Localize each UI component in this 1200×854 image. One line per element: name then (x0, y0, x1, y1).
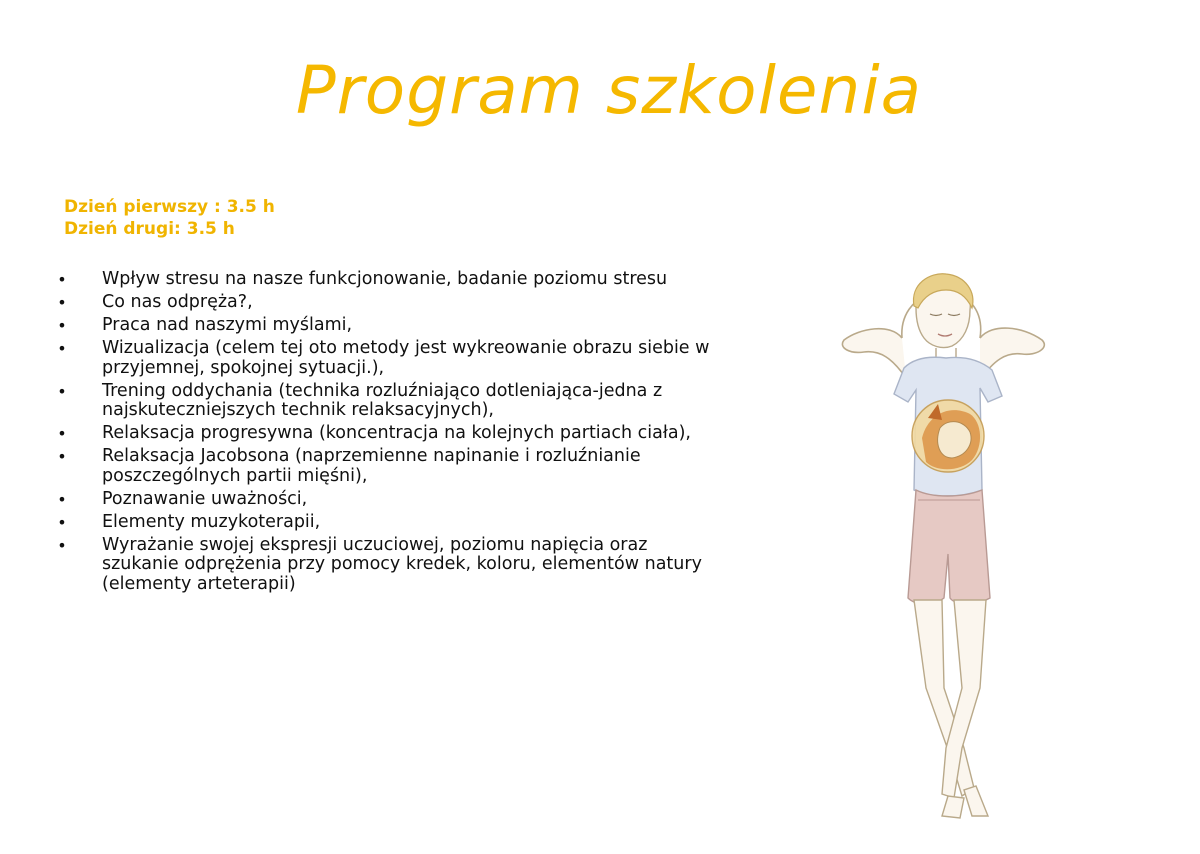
shirt (894, 357, 1002, 496)
list-item-text: Elementy muzykoterapii, (102, 511, 321, 532)
schedule-day-one: Dzień pierwszy : 3.5 h (64, 197, 275, 217)
list-item (56, 339, 716, 378)
shorts (908, 490, 990, 604)
list-item (56, 316, 716, 336)
list-item (56, 293, 716, 313)
bullet-icon: • (57, 447, 67, 466)
legs (914, 600, 988, 818)
list-item-text: Trening oddychania (technika rozluźniająco dotleniająca-jedna z najskuteczniejszych technik relaksacyjnych), (102, 380, 663, 420)
bullet-icon: • (57, 381, 67, 401)
list-item-text: Relaksacja progresywna (koncentracja na kolejnych partiach ciała), (102, 423, 691, 443)
list-item-text: Wyrażanie swojej ekspresji uczuciowej, poziomu napięcia oraz szukanie odprężenia przy pomocy kredek, koloru, elementów natury (elementy arteterapii) (102, 534, 702, 594)
relaxed-person-illustration (830, 268, 1060, 828)
list-item-text: Praca nad naszymi myślami, (102, 315, 353, 335)
topics-list (56, 270, 716, 598)
list-item-text: Wizualizacja (celem tej oto metody jest wykreowanie obrazu siebie w przyjemnej, spokojnej sytuacji.), (102, 338, 710, 378)
list-item-text: Wpływ stresu na nasze funkcjonowanie, badanie poziomu stresu (102, 269, 668, 289)
bullet-icon: • (57, 316, 67, 335)
bullet-icon: • (57, 535, 67, 555)
list-item-text: Relaksacja Jacobsona (naprzemienne napinanie i rozluźnianie poszczególnych partii mięśni), (102, 446, 641, 486)
list-item (56, 447, 716, 486)
list-item (56, 536, 716, 595)
schedule-day-two: Dzień drugi: 3.5 h (64, 219, 235, 239)
bullet-icon: • (57, 293, 67, 312)
bullet-icon: • (57, 489, 67, 509)
list-item-text: Poznawanie uważności, (102, 488, 308, 509)
list-item (56, 270, 716, 290)
list-item (56, 424, 716, 444)
bullet-icon: • (57, 512, 67, 532)
list-item (56, 513, 716, 533)
list-item-text: Co nas odpręża?, (102, 292, 253, 312)
list-item (56, 382, 716, 421)
head (913, 274, 972, 360)
list-item (56, 490, 716, 510)
page-title: Program szkolenia (295, 52, 923, 129)
bullet-icon: • (57, 339, 67, 358)
bullet-icon: • (57, 270, 67, 289)
bullet-icon: • (57, 424, 67, 443)
schedule (64, 196, 275, 240)
